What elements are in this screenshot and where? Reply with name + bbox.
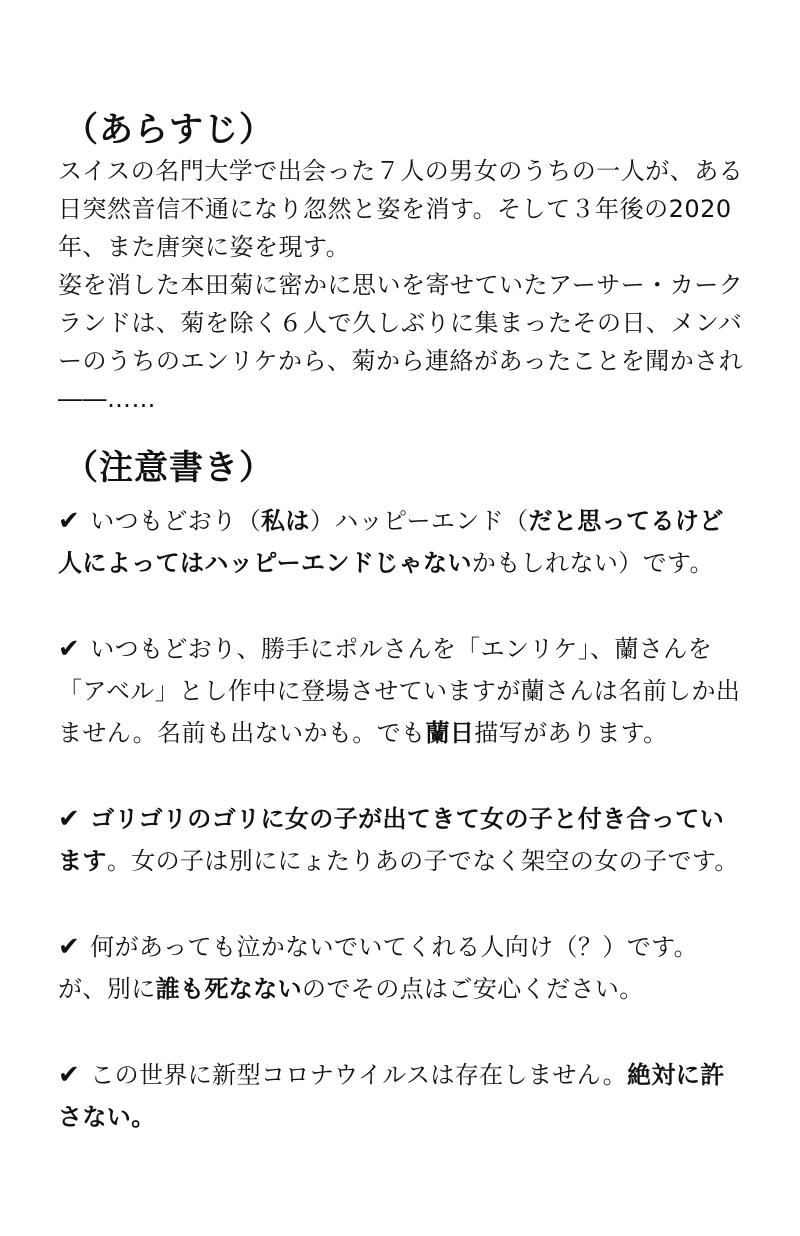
note-text: いつもどおり、勝手にポルさんを「エンリケ」、蘭さんを「アベル」とし作中に登場させていますが蘭さんは名前しか出ません。名前も出ないかも。でも [58, 635, 741, 747]
note-text: この世界に新型コロナウイルスは存在しません。 [90, 1061, 627, 1089]
note-character-names [58, 628, 748, 754]
check-icon: ✔ [58, 804, 81, 834]
note-bold-text: 絶対に許さない。 [58, 1061, 725, 1131]
note-bold-text: だと思ってるけど人によってはハッピーエンドじゃない [58, 507, 724, 577]
notes-list [58, 500, 748, 1182]
notes-heading: （注意書き） [64, 448, 274, 488]
note-text: 描写があります。 [474, 719, 668, 747]
synopsis-paragraph-1: スイスの名門大学で出会った７人の男女のうちの一人が、ある日突然音信不通になり忽然と姿を消す。そして３年後の2020年、また唐突に姿を現す。 [58, 157, 744, 261]
note-bold-text: 蘭日 [425, 719, 475, 747]
note-bold-text: 私は [261, 507, 310, 535]
check-icon: ✔ [58, 932, 81, 962]
synopsis-paragraph-2: 姿を消した本田菊に密かに思いを寄せていたアーサー・カークランドは、菊を除く６人で久しぶりに集まったその日、メンバーのうちのエンリケから、菊から連絡があったことを聞かされ――…… [58, 271, 744, 413]
note-no-covid [58, 1054, 748, 1138]
note-bold-text: 誰も死なない [155, 975, 303, 1003]
note-text: ）ハッピーエンド（ [309, 507, 529, 535]
note-text: 。女の子は別ににょたりあの子でなく架空の女の子です。 [106, 847, 739, 875]
note-no-deaths [58, 926, 748, 1010]
check-icon: ✔ [58, 1060, 81, 1090]
check-icon: ✔ [58, 634, 81, 664]
note-text: 何があっても泣かないでいてくれる人向け（？）です。 [90, 933, 699, 961]
note-text: いつもどおり（ [90, 507, 261, 535]
note-original-female-character [58, 798, 748, 882]
note-happy-end [58, 500, 748, 584]
note-text: が、別に [58, 975, 156, 1003]
synopsis-body [58, 152, 748, 418]
check-icon: ✔ [58, 506, 81, 536]
note-text: のでその点はご安心ください。 [302, 975, 644, 1003]
note-bold-text: ゴリゴリのゴリに女の子が出てきて女の子と付き合っています [58, 805, 725, 875]
note-text: かもしれない）です。 [471, 549, 714, 577]
synopsis-heading: （あらすじ） [64, 110, 274, 150]
